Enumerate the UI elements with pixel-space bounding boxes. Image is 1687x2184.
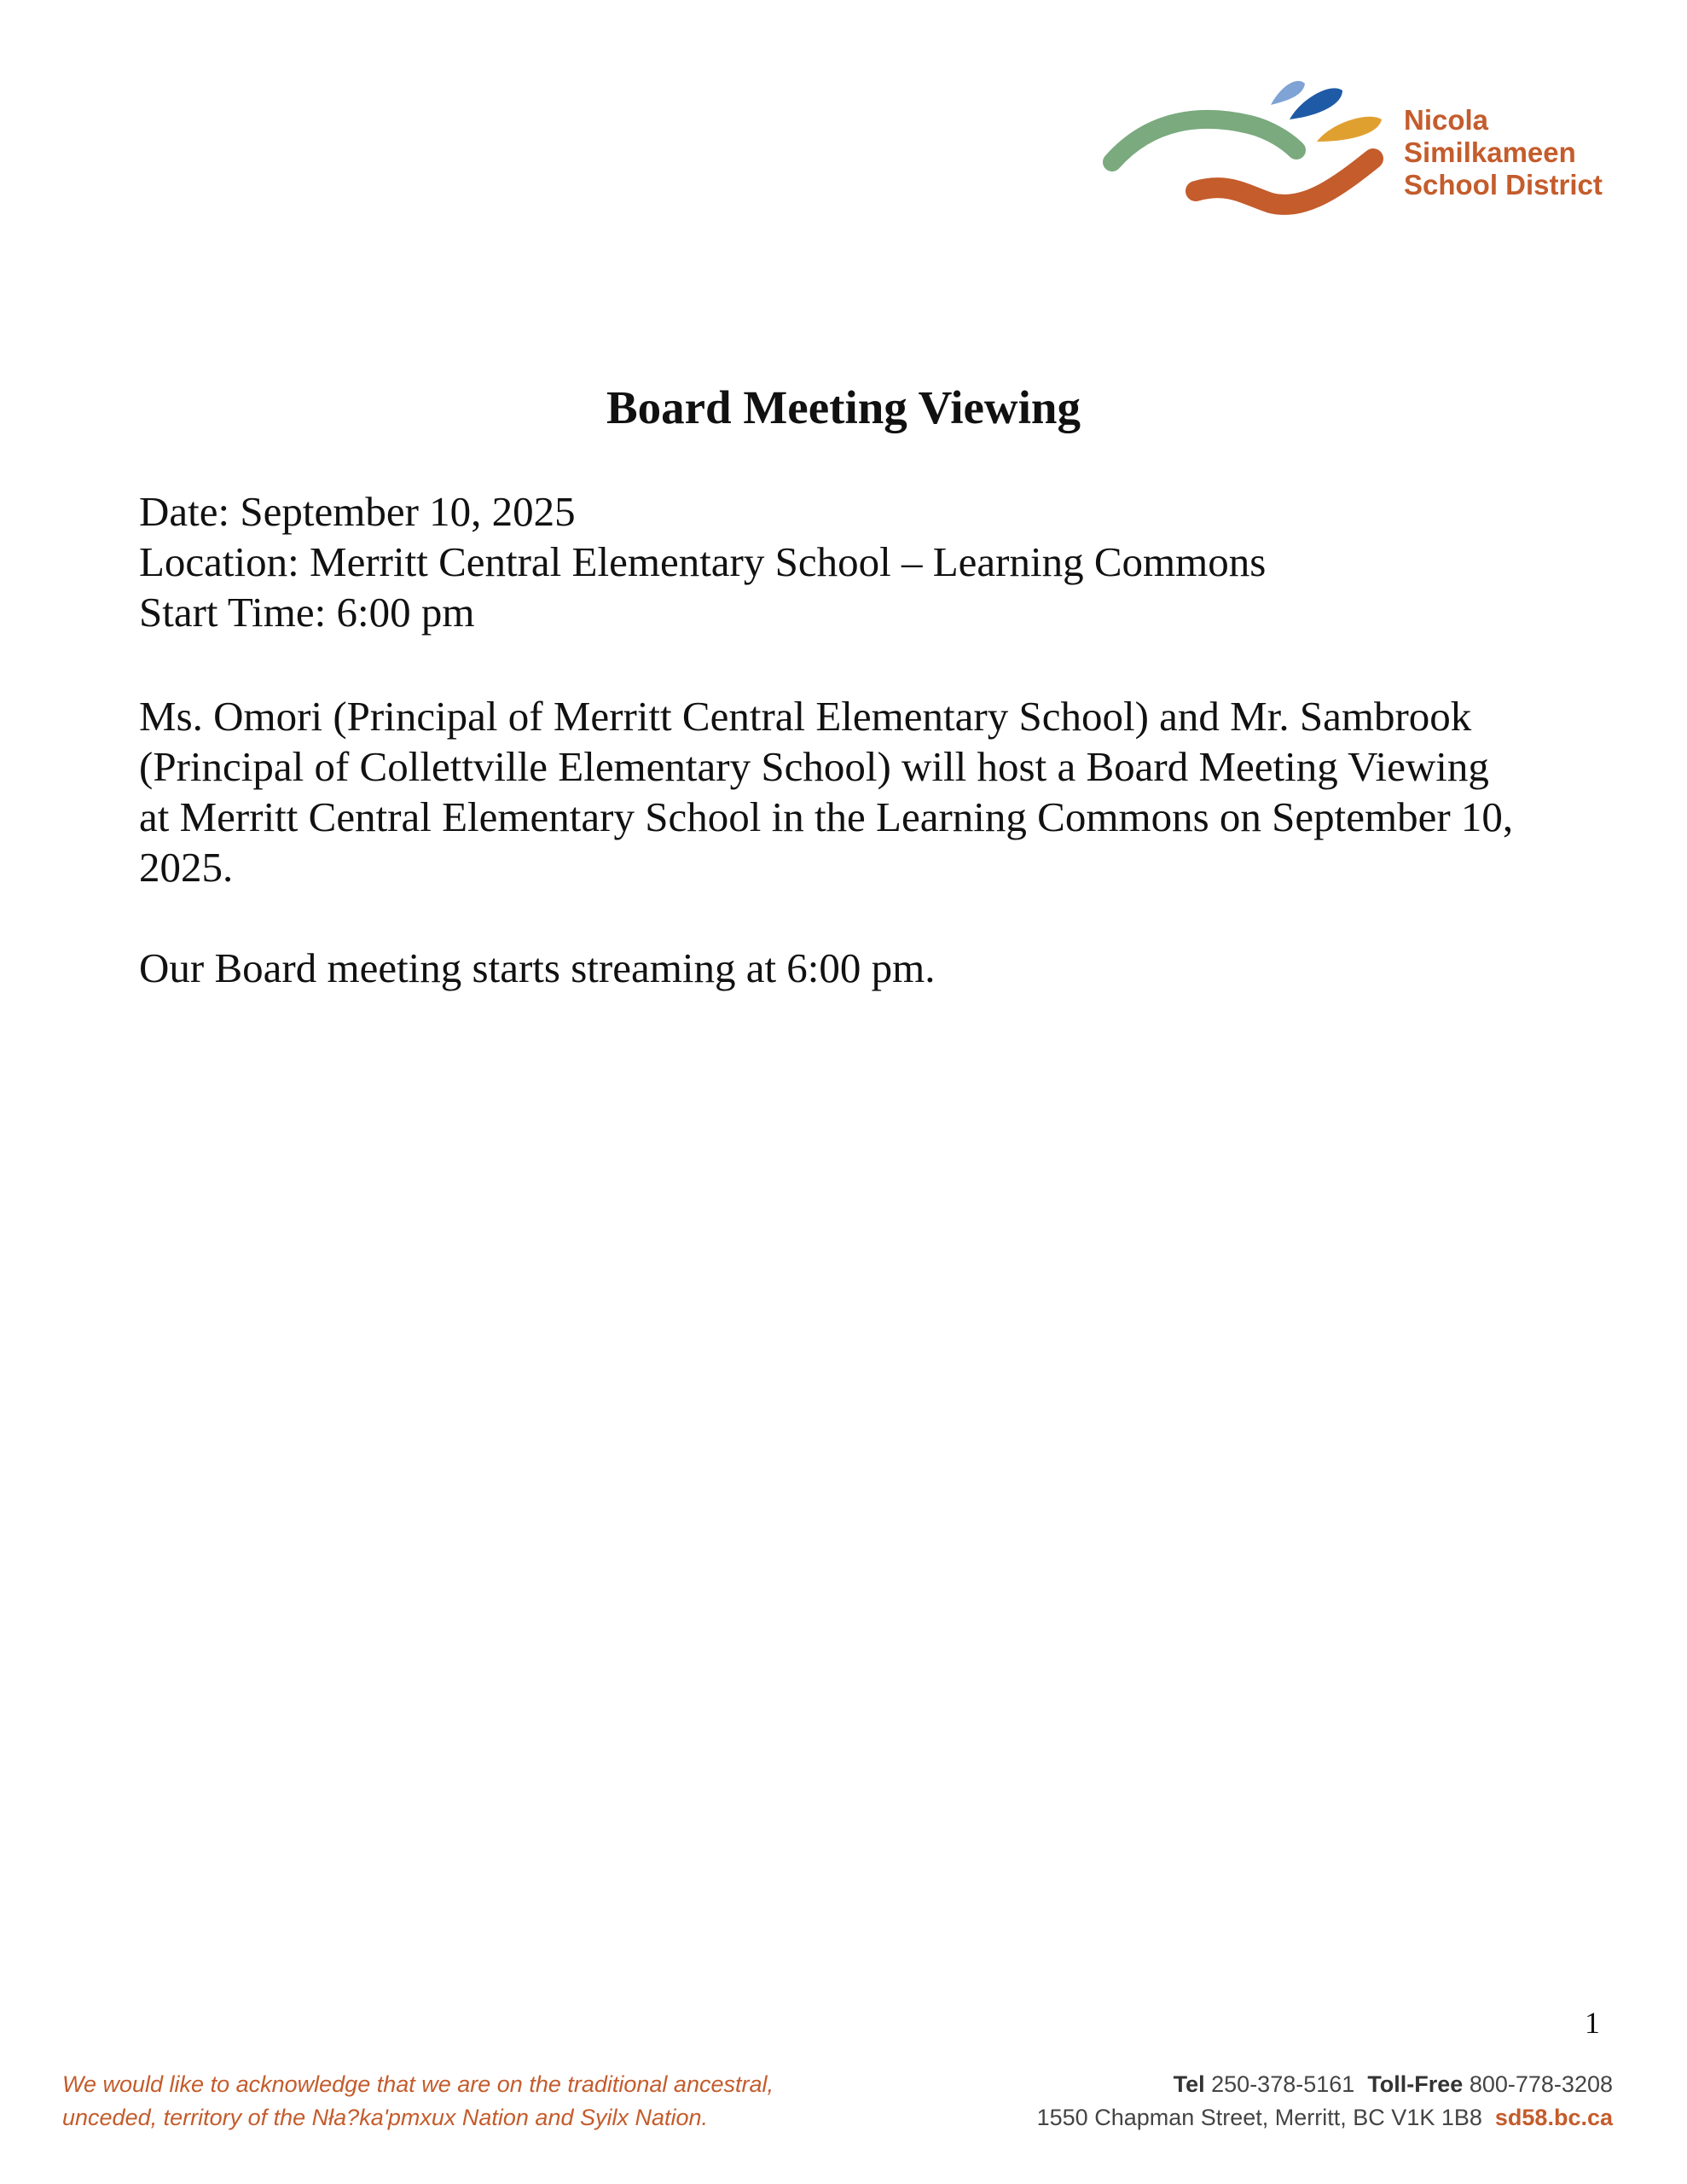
meeting-date: Date: September 10, 2025	[139, 488, 576, 535]
logo-line-2: Similkameen	[1404, 136, 1576, 168]
page-number: 1	[1585, 2006, 1600, 2040]
body-line-2: (Principal of Collettville Elementary School) will host a Board Meeting Viewing	[139, 743, 1489, 790]
district-logo	[1100, 67, 1612, 229]
land-acknowledgement	[62, 2068, 774, 2135]
address-line	[1037, 2101, 1613, 2135]
tel-label: Tel	[1173, 2071, 1205, 2097]
website-link[interactable]: sd58.bc.ca	[1494, 2105, 1613, 2130]
tel-number: 250-378-5161	[1211, 2071, 1355, 2097]
page-title: Board Meeting Viewing	[606, 381, 1081, 433]
logo-orange-stroke	[1196, 159, 1373, 205]
body-line-3: at Merritt Central Elementary School in the Learning Commons on September 10,	[139, 793, 1514, 840]
logo-lightblue-drop	[1271, 81, 1305, 105]
phone-line	[1037, 2068, 1613, 2101]
logo-line-3: School District	[1404, 169, 1603, 200]
logo-green-stroke	[1112, 119, 1296, 162]
logo-wordmark	[1404, 104, 1603, 201]
ack-line-1: We would like to acknowledge that we are on the traditional ancestral,	[62, 2071, 774, 2097]
ack-line-2: unceded, territory of the Nła?ka'pmxux Nation and Syilx Nation.	[62, 2105, 709, 2130]
logo-gold-drop	[1317, 117, 1382, 142]
body-line-4: 2025.	[139, 844, 234, 891]
street-address: 1550 Chapman Street, Merritt, BC V1K 1B8	[1036, 2105, 1482, 2130]
body-line-1: Ms. Omori (Principal of Merritt Central Elementary School) and Mr. Sambrook	[139, 693, 1472, 740]
tollfree-number: 800-778-3208	[1469, 2071, 1613, 2097]
streaming-note: Our Board meeting starts streaming at 6:00 pm.	[139, 944, 936, 991]
district-logo-mark	[1100, 67, 1399, 229]
logo-line-1: Nicola	[1404, 104, 1489, 136]
body-paragraph	[139, 691, 1606, 892]
contact-info	[1037, 2068, 1613, 2135]
meeting-location: Location: Merritt Central Elementary School – Learning Commons	[139, 538, 1267, 585]
meeting-details	[139, 486, 1266, 637]
tollfree-label: Toll-Free	[1367, 2071, 1464, 2097]
meeting-start-time: Start Time: 6:00 pm	[139, 589, 475, 636]
